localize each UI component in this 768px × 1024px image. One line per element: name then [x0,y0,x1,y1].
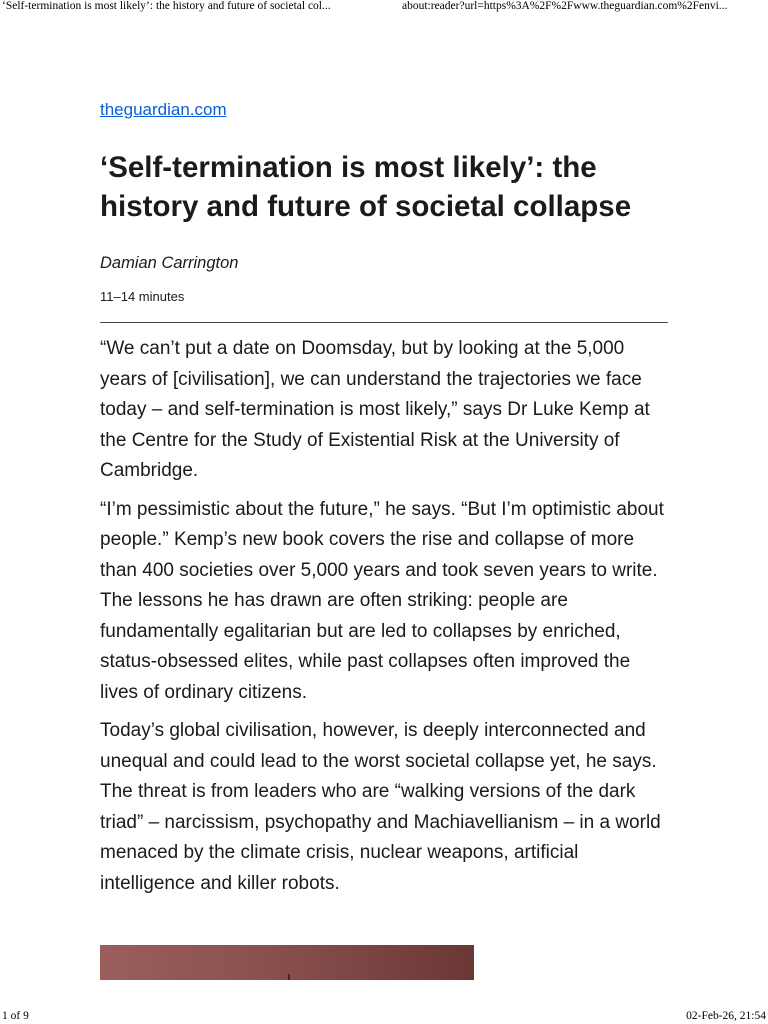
print-footer [0,1008,768,1024]
image-detail [288,974,290,980]
article-paragraph: “We can’t put a date on Doomsday, but by looking at the 5,000 years of [civilisation], we can understand the trajectories we face today – and self-termination is most likely,” says Dr Luke Kemp at the Centre for the Study of Existential Risk at the University of Cambridge. [100,338,650,481]
print-header-url: about:reader?url=https%3A%2F%2Fwww.theguardian.com%2Fenvi... [402,0,728,12]
article-byline: Damian Carrington [100,254,239,272]
source-domain-link[interactable]: theguardian.com [100,100,227,119]
page-number: 1 of 9 [2,1010,29,1022]
article-paragraph: “I’m pessimistic about the future,” he says. “But I’m optimistic about people.” Kemp’s new book covers the rise and collapse of more than 400 societies over 5,000 years and took seven years to write. The lessons he has drawn are often striking: people are fundamentally egalitarian but are led to collapses by enriched, status-obsessed elites, while past collapses often improved the lives of ordinary citizens. [100,498,664,703]
reader-view [100,98,668,907]
article-body [100,334,668,899]
article-title: ‘Self-termination is most likely’: the history and future of societal collapse [100,151,632,223]
print-timestamp: 02-Feb-26, 21:54 [686,1010,766,1022]
header-divider [100,322,668,323]
print-header [0,0,768,16]
print-header-title: ‘Self-termination is most likely’: the history and future of societal col... [2,0,331,12]
reading-time: 11–14 minutes [100,289,185,304]
article-paragraph: Today’s global civilisation, however, is deeply interconnected and unequal and could lead to the worst societal collapse yet, he says. The threat is from leaders who are “walking versions of the dark triad” – narcissism, psychopathy and Machiavellianism – in a world menaced by the climate crisis, nuclear weapons, artificial intelligence and killer robots. [100,720,661,894]
article-image [100,945,474,980]
